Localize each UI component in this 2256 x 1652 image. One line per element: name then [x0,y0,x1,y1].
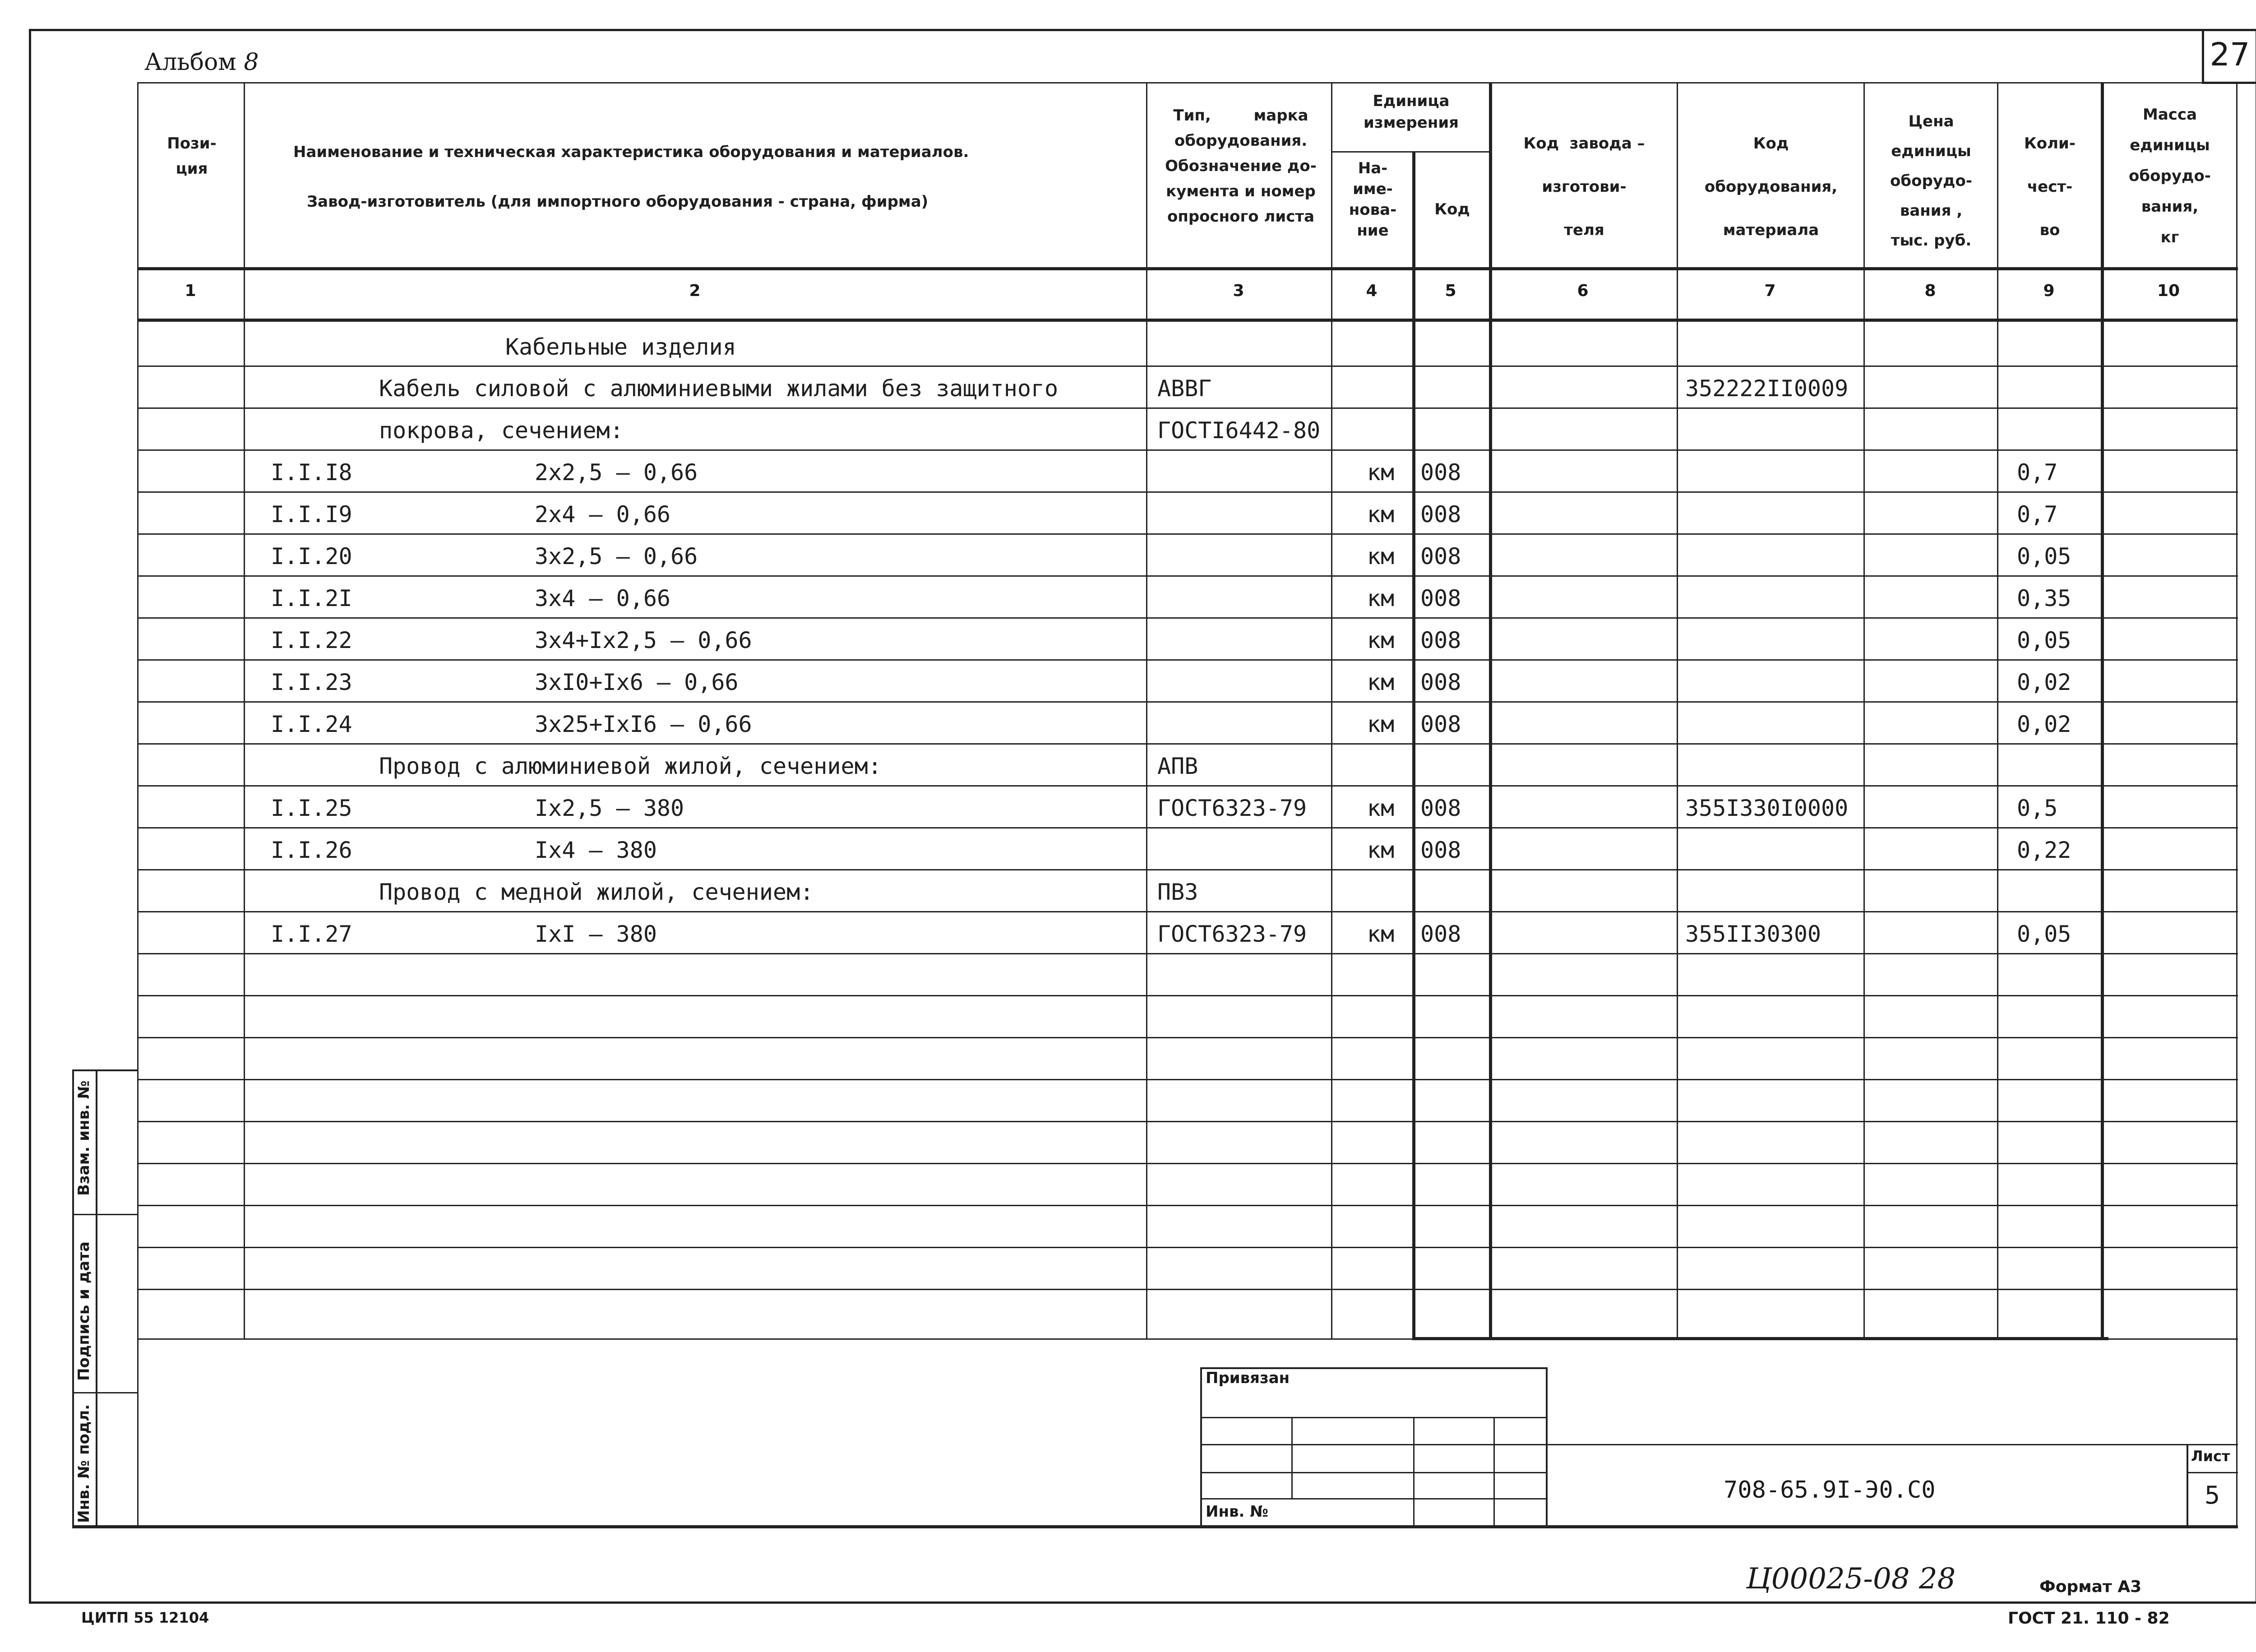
sheet-bottom-line [72,1525,2238,1528]
header-col6 [1492,122,1677,252]
row-line [137,1247,2238,1248]
column-number: 5 [1445,282,1456,300]
header-col10-line: кг [2160,228,2179,246]
row-line [137,911,2238,912]
row-line [137,827,2238,828]
row-name: Iх4 – 380 [535,837,657,863]
row-name: 2х2,5 – 0,66 [535,459,698,486]
header-col9-line: чест- [2027,178,2073,196]
row-pos: I.I.27 [271,921,352,947]
row-name: 3х2,5 – 0,66 [535,543,698,569]
header-col7-line: материала [1723,221,1819,239]
col-line-3 [1331,82,1332,1338]
document-number: 708-65.9I-Э0.С0 [1724,1476,1936,1504]
header-col7-line: оборудования, [1704,178,1838,196]
row-line [137,407,2238,409]
album-number: 8 [244,49,259,76]
header-col10-line: единицы [2130,136,2210,154]
column-number: 2 [689,282,701,300]
row-type: ГОСТ6323-79 [1157,795,1307,821]
row-qty: 0,5 [2017,795,2058,821]
row-pos: I.I.22 [271,627,352,653]
header-col7 [1678,122,1863,252]
row-code: 008 [1420,585,1461,611]
row-name: 3хI0+Iх6 – 0,66 [535,669,739,695]
header-col2-line: Завод-изготовитель (для импортного оборудования - страна, фирма) [307,193,929,211]
row-type: АПВ [1157,753,1198,779]
row-line [137,659,2238,661]
header-col8-line: оборудо- [1890,172,1972,190]
row-code: 008 [1420,501,1461,528]
row-qty: 0,05 [2017,627,2071,653]
row-pos: I.I.23 [271,669,352,695]
header-col4 [1333,158,1412,241]
row-qty: 0,7 [2017,459,2058,486]
row-line [137,449,2238,451]
row-unit: км [1367,459,1395,486]
header-col6-line: изготови- [1542,178,1627,196]
privyazan-line [1200,1472,1548,1473]
col-line-10 [2236,82,2238,1526]
row-unit: км [1367,711,1395,737]
side-stamp-divider [72,1392,137,1393]
header-col10-line: Масса [2142,106,2197,124]
row-pos: I.I.20 [271,543,352,569]
album-label [144,49,259,76]
row-name: 3х4+Iх2,5 – 0,66 [535,627,752,653]
row-type: ГОСТ6323-79 [1157,921,1307,947]
row-line [137,1121,2238,1122]
privyazan-col [1493,1417,1495,1525]
citp-label: ЦИТП 55 12104 [81,1609,209,1626]
row-type: ГОСТI6442-80 [1157,417,1321,444]
row-code: 008 [1420,627,1461,653]
row-material-code: 355I330I0000 [1685,795,1849,821]
row-line [137,366,2238,367]
row-name: 2х4 – 0,66 [535,501,671,528]
col-line-6 [1677,82,1678,1338]
sheet-frame [29,29,2256,1604]
header-col3-line: Тип, марка [1173,106,1308,125]
header-col3 [1151,103,1331,229]
row-qty: 0,05 [2017,921,2071,947]
title-block-line [1548,1444,2238,1445]
header-unit [1333,90,1489,134]
side-stamp-divider [72,1214,137,1215]
table-top-line [137,82,2238,83]
header-col8-line: Цена [1908,112,1954,130]
header-col6-line: Код завода – [1523,134,1645,153]
row-type: АВВГ [1157,375,1212,402]
header-unit-line: Единица [1373,92,1450,110]
col-line-4 [1412,151,1415,1340]
page-number: 27 [2210,36,2250,73]
row-name: Кабель силовой с алюминиевыми жилами без защитного [379,375,1059,402]
row-code: 008 [1420,837,1461,863]
header-col8-line: единицы [1891,142,1971,160]
header-col8-line: вания , [1900,202,1963,220]
list-divider [2187,1472,2238,1473]
row-line [137,1289,2238,1290]
row-name: Провод с алюминиевой жилой, сечением: [379,753,882,779]
row-name: Кабельные изделия [505,334,736,360]
column-number: 8 [1924,282,1936,300]
list-label: Лист [2191,1448,2230,1465]
row-line [137,869,2238,870]
header-col9-line: во [2039,221,2060,239]
row-unit: км [1367,837,1395,863]
privyazan-col [1413,1417,1415,1525]
header-col1 [144,131,239,181]
privyazan-label: Привязан [1206,1369,1290,1387]
row-pos: I.I.I9 [271,501,352,528]
side-label-inv: Инв. № подл. [75,1404,93,1523]
header-unit-line: измерения [1364,114,1459,132]
unit-header-divider [1331,151,1489,153]
row-unit: км [1367,627,1395,653]
column-number: 4 [1366,282,1378,300]
row-pos: I.I.24 [271,711,352,737]
row-qty: 0,35 [2017,585,2071,611]
header-col4-line: На- [1358,159,1388,177]
column-number: 10 [2157,282,2180,300]
header-col3-line: оборудования. [1174,132,1308,150]
row-line [137,701,2238,703]
row-unit: км [1367,501,1395,528]
header-col3-line: опросного листа [1167,208,1315,226]
row-line [137,1079,2238,1080]
handwritten-inventory-number: Ц00025-08 28 [1746,1562,1956,1596]
list-value: 5 [2204,1481,2220,1509]
row-line [137,617,2238,619]
row-line [137,995,2238,996]
row-unit: км [1367,921,1395,947]
row-pos: I.I.26 [271,837,352,863]
row-qty: 0,05 [2017,543,2071,569]
privyazan-line [1200,1498,1548,1499]
row-code: 008 [1420,459,1461,486]
format-label: Формат А3 [2039,1578,2142,1596]
privyazan-box [1200,1367,1548,1525]
header-col7-line: Код [1753,134,1789,153]
col-line-8 [1997,82,1998,1338]
row-line [137,1163,2238,1164]
header-col1-line: Пози- [167,134,217,153]
gost-label: ГОСТ 21. 110 - 82 [2008,1609,2170,1628]
col-line-5 [1489,82,1492,1340]
row-name: Провод с медной жилой, сечением: [379,879,814,905]
row-line [137,491,2238,493]
header-col10-line: оборудо- [2129,167,2211,185]
header-col4-line: нова- [1349,201,1397,219]
privyazan-line [1200,1444,1548,1445]
col-line-7 [1863,82,1865,1338]
header-col2-line: Наименование и техническая характеристика оборудования и материалов. [293,143,969,161]
row-name: IхI – 380 [535,921,657,947]
row-code: 008 [1420,921,1461,947]
row-code: 008 [1420,711,1461,737]
col-line-1 [244,82,245,1338]
side-label-podpis: Подпись и дата [75,1241,93,1381]
col-line-9 [2101,82,2104,1340]
header-col4-line: ние [1357,222,1389,240]
row-line [137,575,2238,577]
row-material-code: 352222II0009 [1685,375,1849,402]
header-col6-line: теля [1564,221,1604,239]
row-line [137,953,2238,954]
row-name: покрова, сечением: [379,417,624,444]
header-col10-line: вания, [2141,198,2199,216]
row-name: 3х4 – 0,66 [535,585,671,611]
row-qty: 0,22 [2017,837,2071,863]
row-name: 3х25+IхI6 – 0,66 [535,711,752,737]
row-pos: I.I.I8 [271,459,352,486]
row-material-code: 355II30300 [1685,921,1821,947]
table-bottom-line [137,1338,2238,1340]
row-unit: км [1367,543,1395,569]
row-unit: км [1367,585,1395,611]
row-unit: км [1367,795,1395,821]
column-number: 9 [2043,282,2055,300]
row-qty: 0,7 [2017,501,2058,528]
row-line [137,785,2238,787]
album-label-text: Альбом [144,49,236,76]
row-qty: 0,02 [2017,711,2071,737]
row-code: 008 [1420,543,1461,569]
header-col9-line: Коли- [2024,134,2076,153]
header-col2 [253,127,1142,227]
privyazan-line [1200,1417,1548,1418]
row-pos: I.I.25 [271,795,352,821]
row-line [137,1205,2238,1206]
header-col8-line: тыс. руб. [1891,231,1972,250]
row-qty: 0,02 [2017,669,2071,695]
header-col10 [2103,99,2236,253]
column-number: 7 [1764,282,1776,300]
row-line [137,533,2238,535]
header-col3-line: кумента и номер [1166,182,1316,200]
column-number: 6 [1577,282,1589,300]
header-col1-line: ция [176,160,208,178]
row-line [137,743,2238,745]
row-pos: I.I.2I [271,585,352,611]
header-col8 [1865,106,1997,255]
row-code: 008 [1420,795,1461,821]
side-label-vzam: Взам. инв. № [75,1080,93,1196]
inv-no-label: Инв. № [1206,1503,1269,1521]
header-bottom-line [137,267,2238,270]
header-col5: Код [1434,200,1470,218]
column-number: 1 [185,282,196,300]
row-code: 008 [1420,669,1461,695]
header-col9 [1999,122,2101,252]
row-unit: км [1367,669,1395,695]
header-col3-line: Обозначение до- [1165,157,1317,175]
column-number: 3 [1233,282,1244,300]
row-name: Iх2,5 – 380 [535,795,684,821]
privyazan-col [1291,1417,1293,1498]
numbers-bottom-line [137,319,2238,322]
row-type: ПВ3 [1157,879,1198,905]
row-line [137,1037,2238,1038]
header-col4-line: име- [1353,180,1393,198]
col-line-2 [1146,82,1147,1338]
